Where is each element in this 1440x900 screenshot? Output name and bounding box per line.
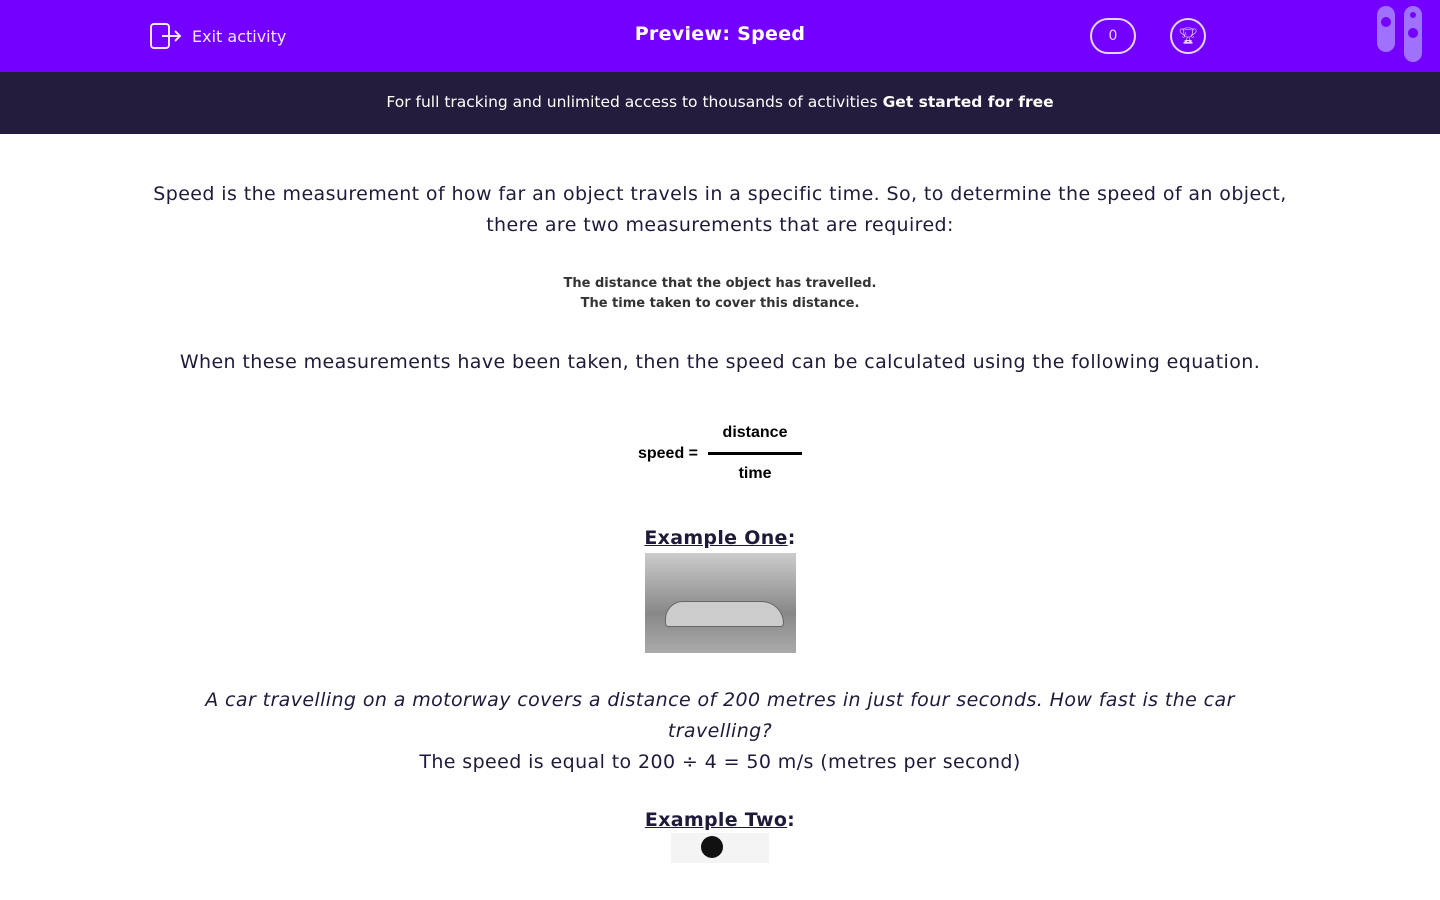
equation-denominator: time	[738, 465, 772, 482]
example-one-answer: The speed is equal to 200 ÷ 4 = 50 m/s (metres per second)	[419, 751, 1021, 773]
exit-icon	[150, 22, 182, 50]
banner-text: For full tracking and unlimited access to thousands of activities	[386, 93, 883, 111]
speed-equation	[150, 424, 1290, 483]
score-badge: 0	[1090, 18, 1136, 54]
example-two-heading: Example Two:	[644, 809, 796, 831]
get-started-link[interactable]: Get started for free	[882, 93, 1054, 111]
equation-intro: When these measurements have been taken, then the speed can be calculated using the following equation.	[179, 351, 1261, 373]
test-tubes-logo-icon	[1376, 6, 1430, 64]
exit-label: Exit activity	[192, 26, 287, 46]
example-one-question: A car travelling on a motorway covers a distance of 200 metres in just four seconds. How fast is the car travelling?	[205, 689, 1235, 742]
car-image	[645, 553, 796, 653]
equation-numerator: distance	[722, 424, 788, 441]
example-two-image	[671, 833, 769, 863]
measurement-distance: The distance that the object has travelled.	[563, 276, 877, 291]
trophy-button[interactable]	[1170, 18, 1206, 54]
signup-banner	[0, 72, 1440, 134]
page-title: Preview: Speed	[634, 23, 806, 45]
exit-activity-button[interactable]	[150, 22, 286, 50]
measurement-time: The time taken to cover this distance.	[580, 296, 860, 311]
equation-lhs: speed =	[637, 444, 699, 462]
top-bar	[0, 0, 1440, 72]
lesson-content	[0, 179, 1440, 863]
trophy-icon: 🏆︎	[1177, 26, 1199, 45]
fraction-bar	[708, 452, 802, 455]
example-one-heading: Example One:	[644, 527, 796, 549]
intro-paragraph: Speed is the measurement of how far an object travels in a specific time. So, to determine the speed of an object, there are two measurements that are required:	[153, 183, 1287, 236]
